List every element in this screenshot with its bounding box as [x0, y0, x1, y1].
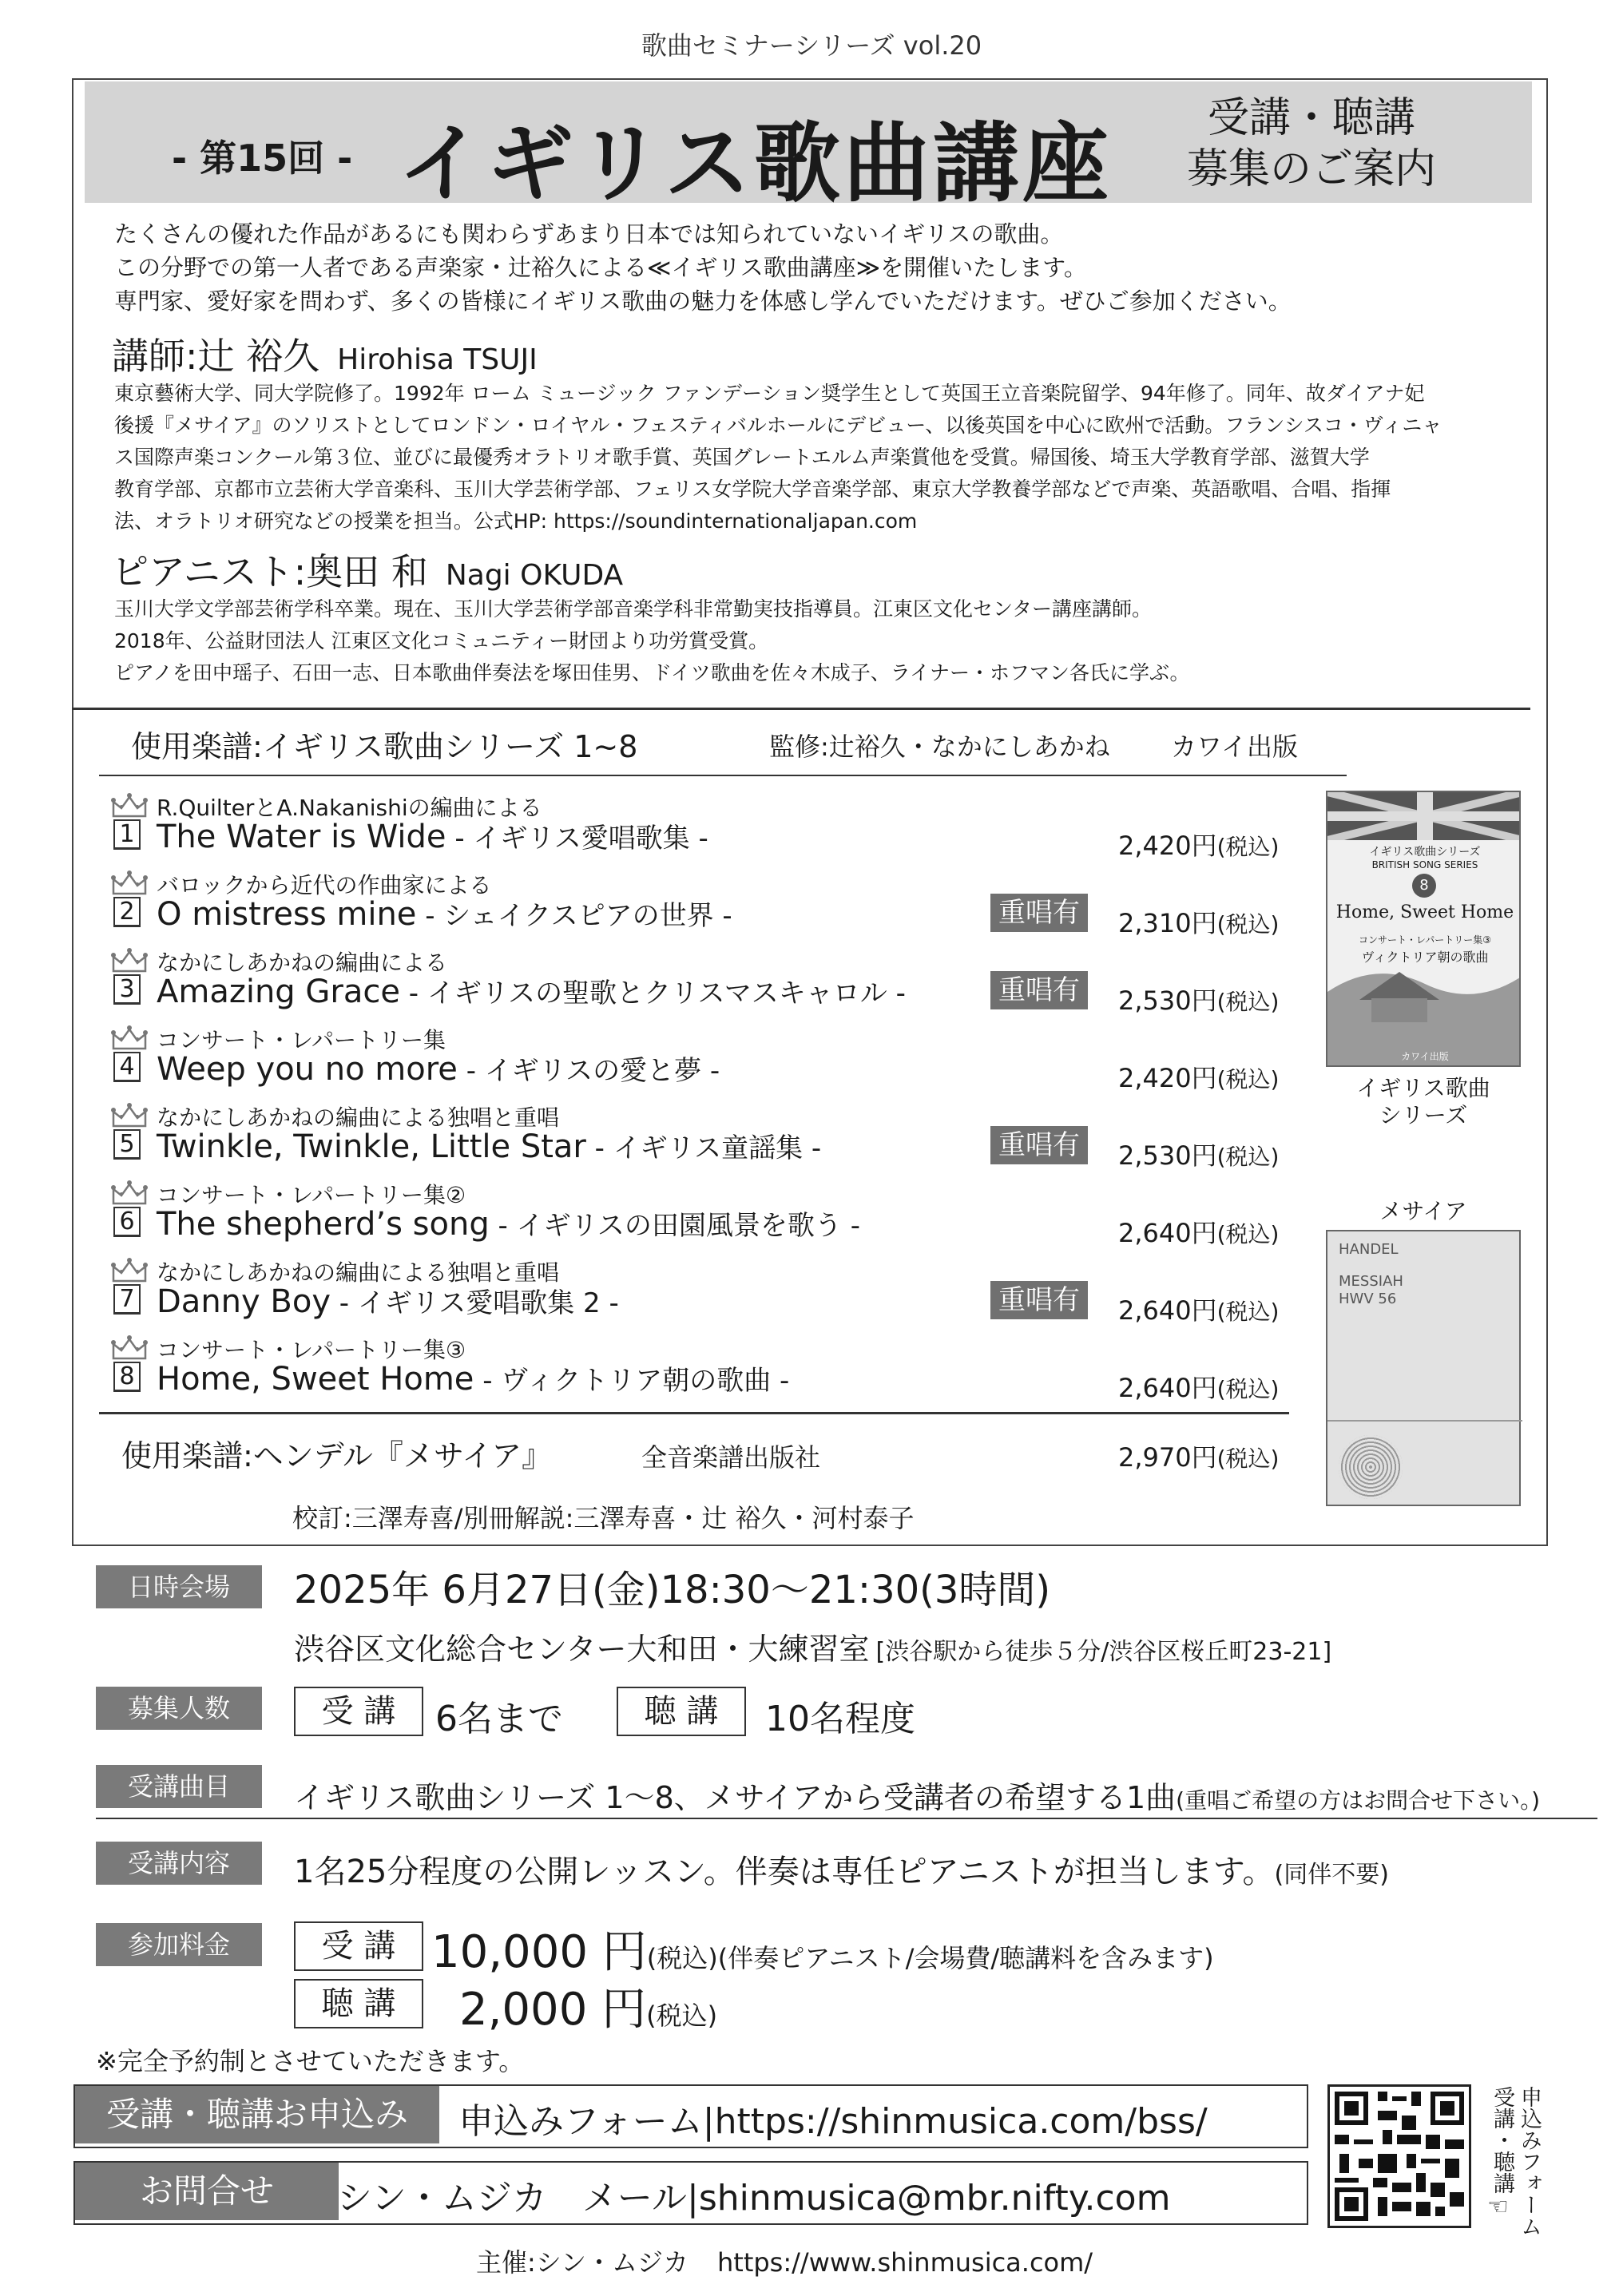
- lecturer-bio: [114, 378, 1536, 537]
- item-price: [1118, 1213, 1279, 1250]
- score-item: [102, 1178, 1300, 1250]
- choko-fee: [459, 1974, 717, 2038]
- score-item: [102, 1333, 1300, 1405]
- messiah-publisher: 全音楽譜出版社: [641, 1442, 821, 1473]
- tax-note: (税込): [1216, 1376, 1280, 1402]
- lecturer-name-jp: 辻 裕久: [197, 335, 320, 378]
- item-price: [1118, 1368, 1279, 1405]
- item-price: [1118, 826, 1279, 862]
- songs-text: イギリス歌曲シリーズ 1〜8、メサイアから受講者の希望する1曲: [294, 1780, 1177, 1815]
- juko-fee: [431, 1917, 1214, 1981]
- item-number: 3: [113, 974, 141, 1005]
- pianist-role: ピアニスト:: [112, 550, 307, 593]
- cover-en: BRITISH SONG SERIES: [1371, 859, 1478, 870]
- fee-label: 参加料金: [96, 1923, 262, 1966]
- qr-caption-2: 受講・聴講: [1490, 2086, 1514, 2194]
- cover-sub1: コンサート・レパートリー集③: [1359, 934, 1491, 946]
- crown-icon: [110, 947, 149, 974]
- score-item: [102, 868, 1300, 940]
- reservation-note: ※完全予約制とさせていただきます。: [96, 2046, 525, 2076]
- tax-note: (税込): [1216, 1144, 1280, 1170]
- footer: [476, 2242, 1093, 2279]
- bio-line: 教育学部、京都市立芸術大学音楽科、玉川大学芸術学部、フェリス女学院大学音楽学部、東京大学教養学部などで声楽、英語歌唱、合唱、指揮: [114, 478, 1391, 501]
- cover-number: 8: [1412, 874, 1436, 898]
- venue-note: [渋谷駅から徒歩５分/渋谷区桜丘町23-21]: [875, 1638, 1332, 1666]
- songs-label: 受講曲目: [96, 1765, 262, 1808]
- scores-supervisor: 監修:辻裕久・なかにしあかね: [769, 732, 1110, 762]
- content-value: [294, 1846, 1389, 1892]
- songs-note: (重唱ご希望の方はお問合せ下さい。): [1176, 1787, 1541, 1814]
- duet-badge: 重唱有: [990, 971, 1088, 1009]
- item-title-en: O mistress mine: [157, 896, 417, 933]
- intro-line: 専門家、愛好家を問わず、多くの皆様にイギリス歌曲の魅力を体感し学んでいただけます。ぜひご参加ください。: [114, 287, 1292, 315]
- messiah-heading: 使用楽譜:ヘンデル『メサイア』: [121, 1438, 553, 1473]
- item-price: [1118, 981, 1279, 1017]
- item-title-jp: - イギリス愛唱歌集 2 -: [331, 1287, 619, 1319]
- contact-label: お問合せ: [75, 2163, 339, 2220]
- item-title: [157, 816, 708, 855]
- item-subtitle: なかにしあかねの編曲による独唱と重唱: [157, 1104, 560, 1131]
- crown-icon: [110, 1257, 149, 1284]
- cover-title: Home, Sweet Home: [1335, 902, 1514, 922]
- crown-icon: [110, 870, 149, 897]
- title-side-line1: 受講・聴講: [1207, 94, 1415, 142]
- tax-note: (税込): [1216, 1221, 1280, 1247]
- scores-publisher: カワイ出版: [1171, 732, 1299, 762]
- intro-line: この分野での第一人者である声楽家・辻裕久による≪イギリス歌曲講座≫を開催いたします。: [114, 254, 1087, 281]
- content-text: 1名25分程度の公開レッスン。伴奏は専任ピアニストが担当します。: [294, 1854, 1275, 1890]
- item-title-en: Weep you no more: [157, 1051, 458, 1088]
- item-title-jp: - イギリスの聖歌とクリスマスキャロル -: [399, 977, 906, 1009]
- intro-text: [114, 217, 1528, 318]
- item-title-jp: - イギリスの愛と夢 -: [457, 1055, 720, 1087]
- item-title: [157, 971, 906, 1010]
- bio-line: ス国際声楽コンクール第３位、並びに最優秀オラトリオ歌手賞、英国グレートエルム声楽賞他を受賞。帰国後、埼玉大学教育学部、滋賀大学: [114, 446, 1370, 469]
- price-value: 2,530円: [1118, 985, 1217, 1016]
- item-subtitle: なかにしあかねの編曲による独唱と重唱: [157, 1259, 560, 1286]
- tax-note: (税込): [1216, 911, 1280, 938]
- title-side: [1160, 93, 1463, 195]
- item-price: [1118, 1058, 1279, 1095]
- item-title: [157, 1126, 821, 1165]
- choko-fee-box: 聴 講: [294, 1979, 423, 2028]
- item-number: 7: [113, 1284, 141, 1315]
- cover-graphic-icon: [1339, 1435, 1403, 1499]
- divider: [99, 1412, 1289, 1414]
- series-label: 歌曲セミナーシリーズ vol.20: [641, 30, 982, 61]
- pianist-name: [112, 543, 623, 596]
- application-link[interactable]: 申込みフォーム|https://shinmusica.com/bss/: [458, 2101, 1208, 2142]
- juko-fee-box: 受 講: [294, 1921, 423, 1971]
- item-price: [1118, 1291, 1279, 1327]
- score-item: [102, 1100, 1300, 1172]
- caption-line: シリーズ: [1379, 1102, 1468, 1128]
- item-number: 1: [113, 819, 141, 850]
- item-subtitle: R.QuilterとA.Nakanishiの編曲による: [157, 795, 542, 821]
- venue-name: 渋谷区文化総合センター大和田・大練習室: [294, 1632, 870, 1667]
- price-value: 2,420円: [1118, 1063, 1217, 1093]
- item-title: [157, 1049, 720, 1088]
- fee-note: (税込): [646, 2001, 718, 2031]
- item-title: [157, 1204, 860, 1243]
- price-value: 2,970円: [1118, 1442, 1217, 1473]
- lecturer-name-en: Hirohisa TSUJI: [337, 343, 538, 376]
- crown-icon: [110, 1102, 149, 1129]
- messiah-cover-line: MESSIAH: [1339, 1273, 1403, 1290]
- crown-icon: [110, 1180, 149, 1207]
- bio-line: 東京藝術大学、同大学院修了。1992年 ローム ミュージック ファンデーション奨学生として英国王立音楽院留学、94年修了。同年、故ダイアナ妃: [114, 382, 1425, 405]
- cover-rule: [1327, 1420, 1522, 1422]
- messiah-cover-line: HWV 56: [1339, 1291, 1397, 1307]
- union-jack-icon: [1327, 792, 1521, 1067]
- juko-count: 6名まで: [435, 1699, 563, 1739]
- item-title-jp: - イギリス愛唱歌集 -: [446, 823, 708, 855]
- divider: [72, 708, 1530, 710]
- cover-publisher: カワイ出版: [1401, 1051, 1449, 1062]
- divider: [99, 775, 1347, 776]
- caption-line: イギリス歌曲: [1356, 1075, 1490, 1101]
- datetime-label: 日時会場: [96, 1565, 262, 1608]
- item-title-en: Home, Sweet Home: [157, 1361, 474, 1398]
- item-number: 5: [113, 1129, 141, 1160]
- item-number: 4: [113, 1052, 141, 1082]
- duet-badge: 重唱有: [990, 1281, 1088, 1319]
- lecturer-name: [112, 327, 538, 380]
- choko-box: 聴 講: [617, 1687, 746, 1736]
- series-book-cover: [1326, 791, 1521, 1067]
- price-value: 2,310円: [1118, 908, 1217, 938]
- bio-line: 2018年、公益財団法人 江東区文化コミュニティー財団より功労賞受賞。: [114, 629, 769, 652]
- footer-url[interactable]: https://www.shinmusica.com/: [716, 2247, 1093, 2278]
- content-note: (同伴不要): [1274, 1861, 1389, 1889]
- intro-line: たくさんの優れた作品があるにも関わらずあまり日本では知られていないイギリスの歌曲。: [114, 220, 1064, 248]
- score-item: [102, 946, 1300, 1017]
- qr-code[interactable]: [1327, 2084, 1471, 2228]
- item-subtitle: コンサート・レパートリー集②: [157, 1182, 466, 1208]
- price-value: 2,530円: [1118, 1140, 1217, 1171]
- item-subtitle: なかにしあかねの編曲による: [157, 950, 448, 976]
- cover-top: イギリス歌曲シリーズ: [1369, 846, 1481, 859]
- messiah-price: [1118, 1437, 1279, 1474]
- bio-line: 法、オラトリオ研究などの授業を担当。公式HP: https://soundinternationaljapan.com: [114, 510, 918, 533]
- messiah-cover-line: HANDEL: [1339, 1241, 1399, 1258]
- item-title-en: Danny Boy: [157, 1283, 331, 1320]
- item-title-en: Amazing Grace: [157, 974, 400, 1010]
- item-title-jp: - ヴィクトリア朝の歌曲 -: [474, 1365, 790, 1397]
- divider: [96, 1818, 1597, 1819]
- price-value: 2,420円: [1118, 831, 1217, 861]
- score-item: [102, 791, 1300, 862]
- venue: [294, 1624, 1331, 1668]
- content-label: 受講内容: [96, 1842, 262, 1885]
- messiah-book-cover: [1326, 1230, 1521, 1506]
- crown-icon: [110, 792, 149, 819]
- duet-badge: 重唱有: [990, 894, 1088, 932]
- item-number: 6: [113, 1207, 141, 1237]
- item-number: 2: [113, 897, 141, 927]
- item-title-en: The shepherd’s song: [157, 1206, 490, 1243]
- price-value: 2,640円: [1118, 1373, 1217, 1403]
- round-label: - 第15回 -: [172, 137, 353, 180]
- fee-value: 2,000 円: [459, 1984, 647, 2036]
- title-side-line2: 募集のご案内: [1186, 145, 1436, 193]
- application-label: 受講・聴講お申込み: [75, 2086, 439, 2143]
- qr-caption-1: 申込みフォーム: [1517, 2086, 1542, 2237]
- scores-heading: 使用楽譜:イギリス歌曲シリーズ 1~8: [131, 729, 638, 764]
- qr-code-icon: [1330, 2087, 1469, 2226]
- item-title-jp: - イギリスの田園風景を歌う -: [489, 1210, 860, 1242]
- organizer: 主催:シン・ムジカ: [476, 2247, 688, 2278]
- capacity-label: 募集人数: [96, 1687, 262, 1730]
- item-title-en: The Water is Wide: [157, 819, 446, 855]
- score-item: [102, 1023, 1300, 1095]
- choko-count: 10名程度: [765, 1699, 915, 1739]
- songs-value: [294, 1773, 1540, 1817]
- item-subtitle: コンサート・レパートリー集: [157, 1027, 446, 1053]
- tax-note: (税込): [1216, 1066, 1280, 1092]
- crown-icon: [110, 1025, 149, 1052]
- fee-note: (税込)(伴奏ピアニスト/会場費/聴講料を含みます): [646, 1943, 1214, 1973]
- revision-note: 校訂:三澤寿喜/別冊解説:三澤寿喜・辻 裕久・河村泰子: [292, 1503, 915, 1533]
- item-title: [157, 1281, 619, 1320]
- tax-note: (税込): [1216, 989, 1280, 1015]
- series-book-caption: [1310, 1075, 1537, 1129]
- pianist-bio: [114, 593, 1536, 689]
- pianist-name-en: Nagi OKUDA: [445, 559, 624, 592]
- pianist-name-jp: 奥田 和: [306, 550, 428, 593]
- score-item: [102, 1255, 1300, 1327]
- bio-line: ピアノを田中瑶子、石田一志、日本歌曲伴奏法を塚田佳男、ドイツ歌曲を佐々木成子、ライナー・ホフマン各氏に学ぶ。: [114, 661, 1190, 684]
- item-price: [1118, 1136, 1279, 1172]
- bio-line: 後援『メサイア』のソリストとしてロンドン・ロイヤル・フェスティバルホールにデビュー、以後英国を中心に欧州で活動。フランシスコ・ヴィニャ: [114, 414, 1442, 437]
- item-title: [157, 894, 732, 933]
- bio-line: 玉川大学文学部芸術学科卒業。現在、玉川大学芸術学部音楽学科非常勤実技指導員。江東区文化センター講座講師。: [114, 597, 1153, 621]
- datetime-value: 2025年 6月27日(金)18:30〜21:30(3時間): [294, 1568, 1051, 1612]
- tax-note: (税込): [1216, 1299, 1280, 1325]
- contact-link[interactable]: シン・ムジカ メール|shinmusica@mbr.nifty.com: [337, 2178, 1171, 2219]
- juko-box: 受 講: [294, 1687, 423, 1736]
- item-subtitle: バロックから近代の作曲家による: [157, 872, 492, 898]
- tax-note: (税込): [1216, 834, 1280, 860]
- messiah-book-caption: メサイア: [1379, 1198, 1467, 1224]
- pointing-hand-icon: ☜: [1487, 2193, 1509, 2221]
- lecturer-role: 講師:: [112, 335, 198, 378]
- duet-badge: 重唱有: [990, 1126, 1088, 1164]
- item-price: [1118, 903, 1279, 940]
- crown-icon: [110, 1334, 149, 1362]
- item-title-jp: - イギリス童謡集 -: [585, 1132, 822, 1164]
- tax-note: (税込): [1216, 1445, 1280, 1472]
- item-title-jp: - シェイクスピアの世界 -: [416, 900, 732, 932]
- price-value: 2,640円: [1118, 1295, 1217, 1326]
- item-subtitle: コンサート・レパートリー集③: [157, 1337, 466, 1363]
- item-title: [157, 1358, 789, 1398]
- price-value: 2,640円: [1118, 1218, 1217, 1248]
- item-number: 8: [113, 1362, 141, 1392]
- item-title-en: Twinkle, Twinkle, Little Star: [157, 1128, 586, 1165]
- cover-sub2: ヴィクトリア朝の歌曲: [1361, 950, 1489, 965]
- fee-value: 10,000 円: [431, 1926, 647, 1978]
- page-title: イギリス歌曲講座: [398, 114, 1112, 214]
